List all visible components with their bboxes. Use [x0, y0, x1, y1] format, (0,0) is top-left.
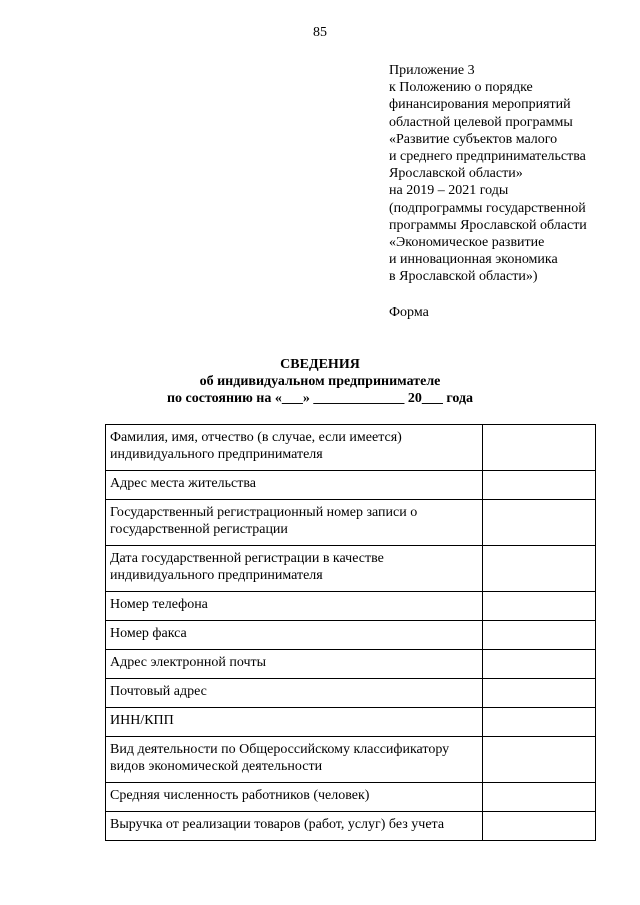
title-heading: СВЕДЕНИЯ — [280, 357, 360, 372]
row-label: Выручка от реализации товаров (работ, услуг) без учета — [106, 812, 483, 841]
info-table — [105, 424, 596, 841]
row-label: Номер факса — [106, 621, 483, 650]
table-row — [106, 650, 596, 679]
appendix-line: программы Ярославской области — [389, 217, 587, 233]
appendix-line: финансирования мероприятий — [389, 97, 571, 113]
appendix-line: и среднего предпринимательства — [389, 149, 586, 165]
row-value-field[interactable] — [483, 783, 596, 812]
appendix-line: на 2019 – 2021 годы — [389, 183, 509, 199]
title-date-line: по состоянию на «___» _____________ 20___ года — [166, 391, 474, 406]
row-value-field[interactable] — [483, 708, 596, 737]
row-label: Государственный регистрационный номер записи о государственной регистрации — [106, 500, 483, 546]
row-value-field[interactable] — [483, 737, 596, 783]
row-label: Фамилия, имя, отчество (в случае, если имеется) индивидуального предпринимателя — [106, 425, 483, 471]
appendix-line: областной целевой программы — [389, 114, 573, 130]
document-title — [0, 356, 640, 407]
appendix-line: Ярославской области» — [389, 166, 523, 182]
row-label: Вид деятельности по Общероссийскому классификатору видов экономической деятельности — [106, 737, 483, 783]
row-value-field[interactable] — [483, 650, 596, 679]
table-row — [106, 737, 596, 783]
row-value-field[interactable] — [483, 679, 596, 708]
row-value-field[interactable] — [483, 812, 596, 841]
row-label: Дата государственной регистрации в качестве индивидуального предпринимателя — [106, 546, 483, 592]
appendix-line: к Положению о порядке — [389, 80, 533, 96]
row-value-field[interactable] — [483, 592, 596, 621]
table-row — [106, 783, 596, 812]
page-number: 85 — [313, 25, 327, 40]
row-value-field[interactable] — [483, 621, 596, 650]
row-label: Адрес места жительства — [106, 471, 483, 500]
table-row — [106, 592, 596, 621]
table-row — [106, 708, 596, 737]
row-label: Адрес электронной почты — [106, 650, 483, 679]
row-label: Номер телефона — [106, 592, 483, 621]
table-row — [106, 546, 596, 592]
appendix-line: «Развитие субъектов малого — [389, 131, 558, 147]
appendix-line: и инновационная экономика — [389, 252, 558, 268]
table-row — [106, 621, 596, 650]
appendix-block — [389, 62, 629, 286]
row-label: ИНН/КПП — [106, 708, 483, 737]
table-row — [106, 812, 596, 841]
row-value-field[interactable] — [483, 546, 596, 592]
table-row — [106, 679, 596, 708]
row-value-field[interactable] — [483, 471, 596, 500]
title-subject: об индивидуальном предпринимателе — [199, 374, 441, 389]
table-row — [106, 425, 596, 471]
appendix-line: (подпрограммы государственной — [389, 200, 586, 216]
appendix-line: в Ярославской области») — [389, 269, 538, 285]
form-label: Форма — [389, 305, 429, 320]
table-row — [106, 471, 596, 500]
appendix-line: Приложение 3 — [389, 63, 475, 78]
row-value-field[interactable] — [483, 425, 596, 471]
table-row — [106, 500, 596, 546]
row-label: Средняя численность работников (человек) — [106, 783, 483, 812]
appendix-line: «Экономическое развитие — [389, 235, 545, 251]
row-label: Почтовый адрес — [106, 679, 483, 708]
row-value-field[interactable] — [483, 500, 596, 546]
